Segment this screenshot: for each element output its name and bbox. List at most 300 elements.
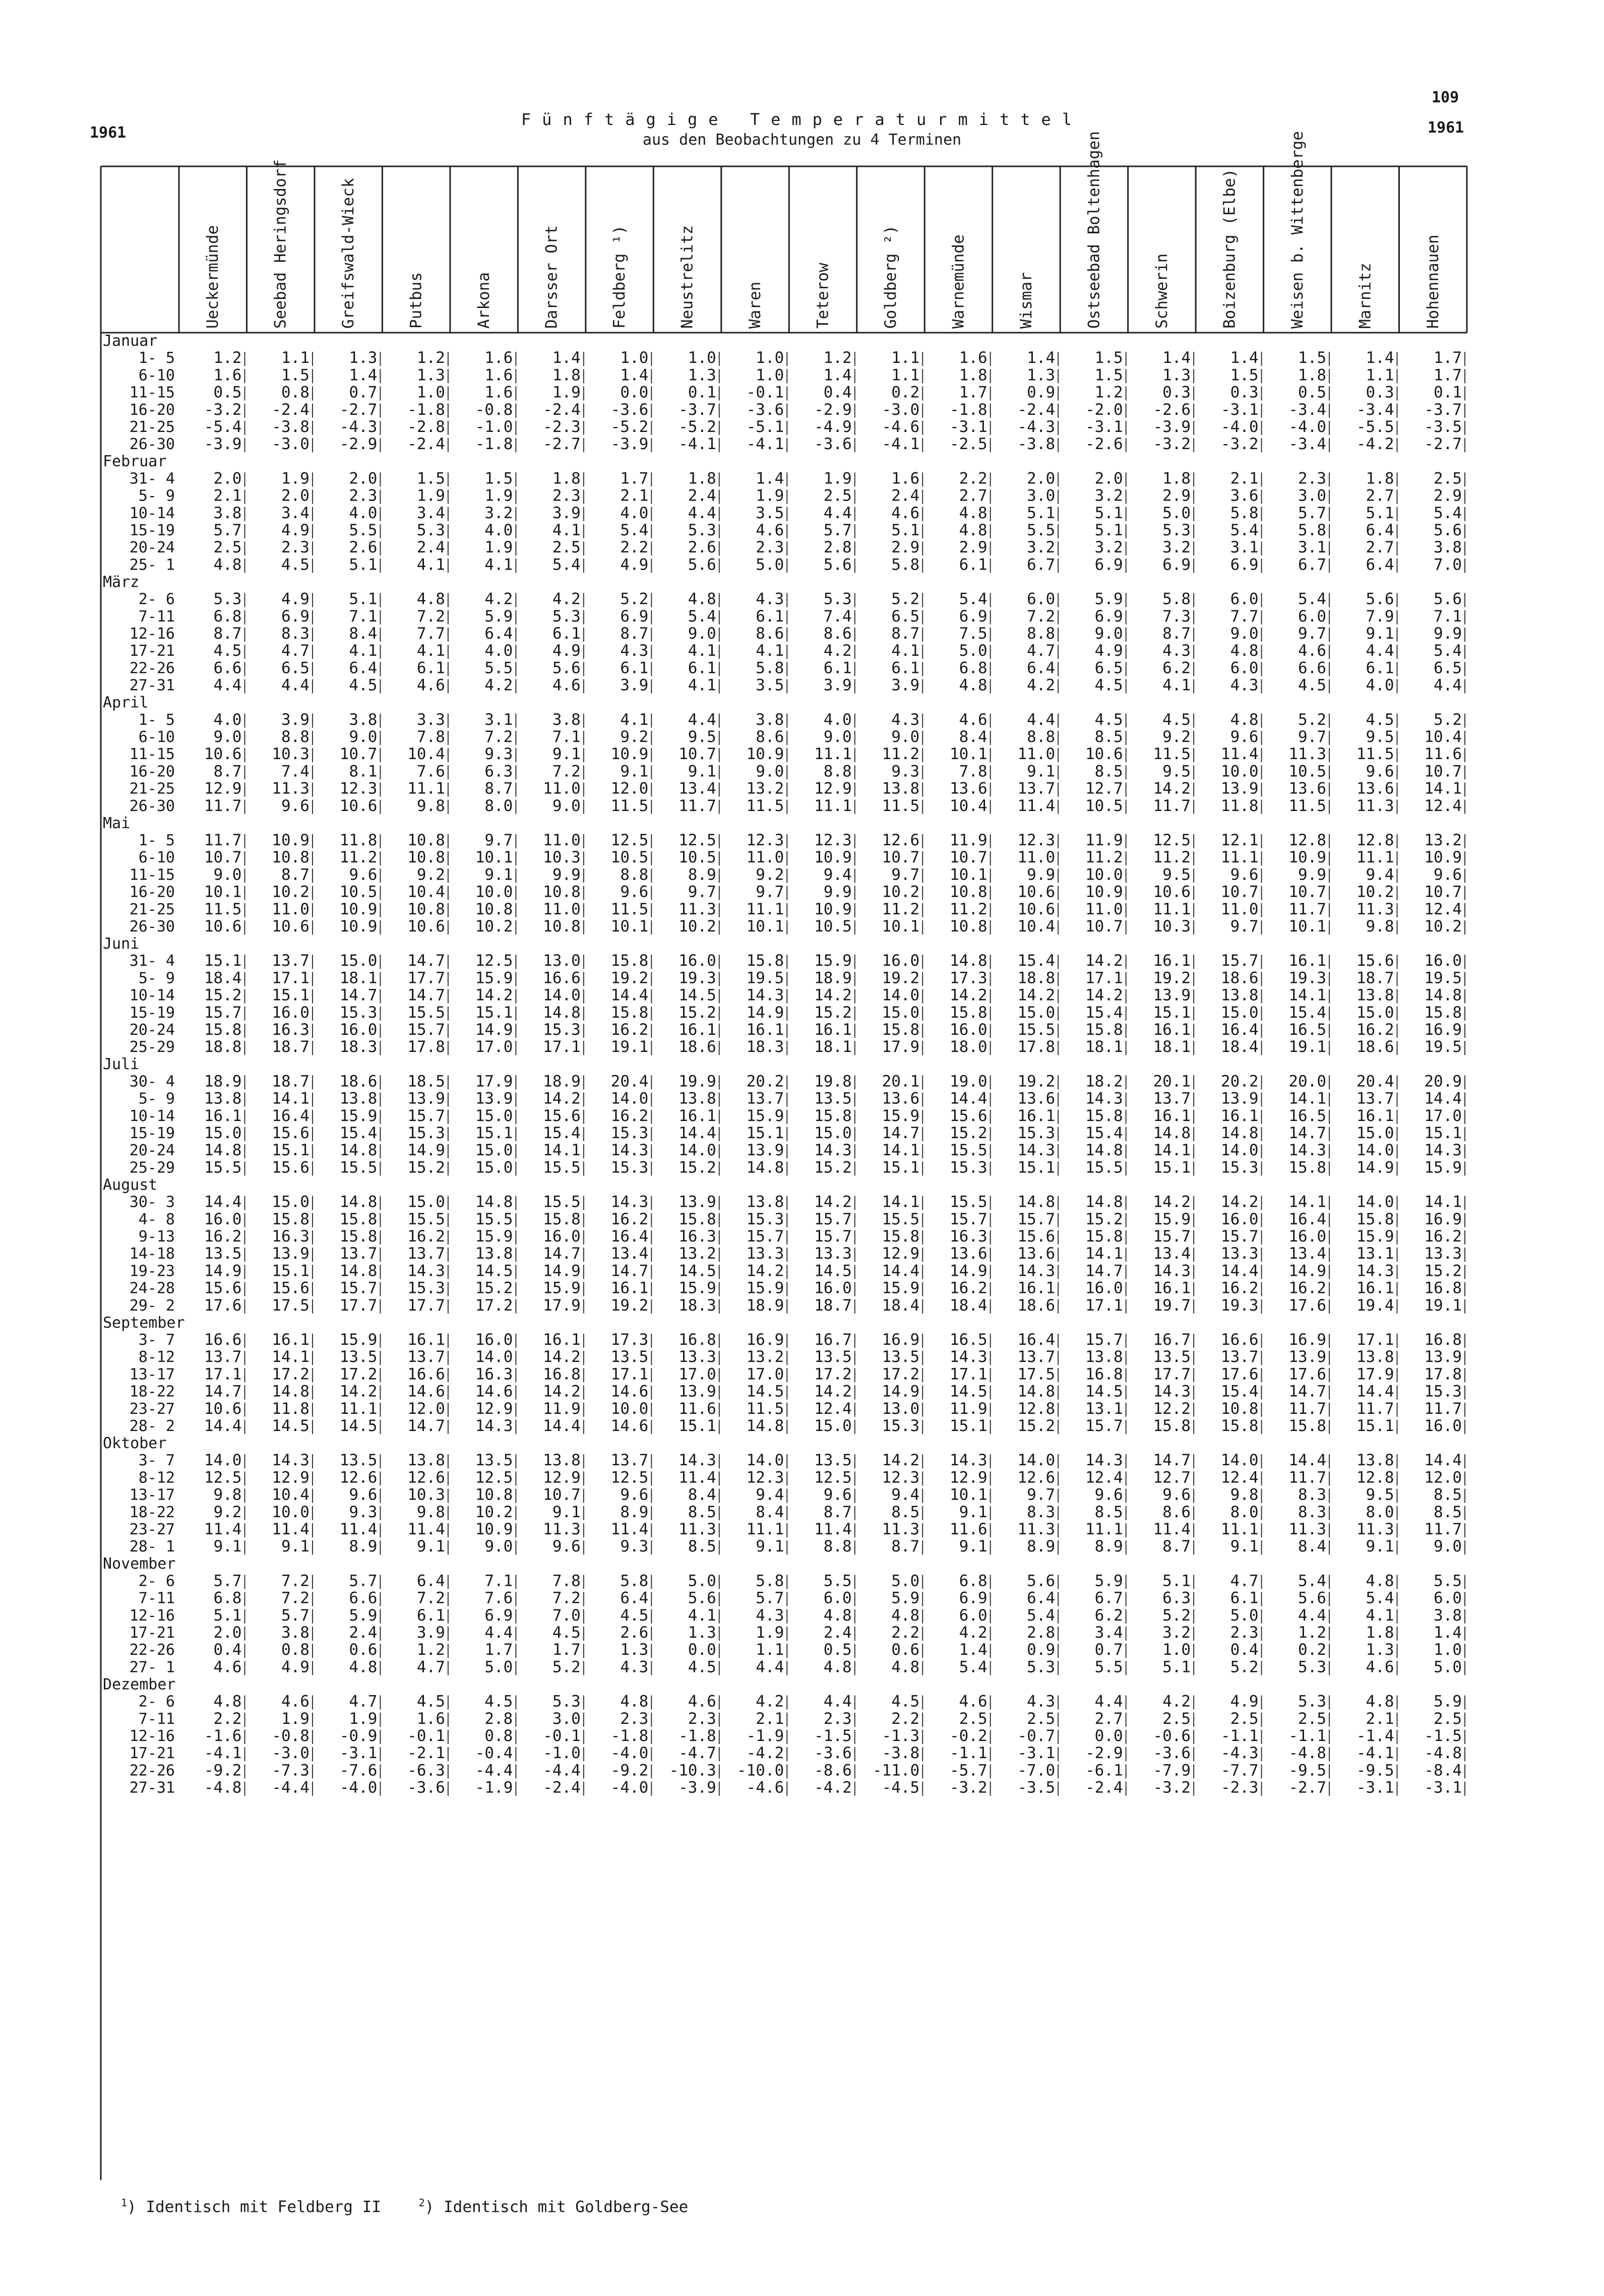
cell-value: 5.6 (1298, 1589, 1327, 1607)
cell-value: 13.8 (882, 779, 920, 798)
cell-value: 1.8 (552, 469, 581, 488)
cell-value: 16.2 (407, 1227, 445, 1246)
cell-value: 6.8 (213, 1589, 242, 1607)
cell-value: 15.8 (1288, 1417, 1327, 1435)
cell-value: 2.1 (1230, 469, 1259, 488)
cell-value: 11.3 (678, 900, 716, 918)
cell-value: 14.1 (1424, 1193, 1462, 1211)
cell-value: 11.7 (204, 831, 242, 849)
cell-value: 10.5 (1085, 796, 1123, 815)
cell-value: 4.4 (823, 504, 852, 522)
cell-value: -1.6 (204, 1727, 242, 1745)
period-label: 6-10 (138, 849, 175, 867)
cell-value: 1.0 (1434, 1641, 1462, 1659)
cell-value: 12.5 (475, 952, 513, 970)
cell-value: 16.4 (610, 1227, 649, 1246)
cell-value: 2.5 (1434, 469, 1462, 488)
cell-value: 15.7 (1085, 1417, 1123, 1435)
cell-value: 11.1 (1153, 900, 1191, 918)
cell-value: 10.1 (950, 1485, 988, 1504)
cell-value: 5.1 (1162, 1658, 1191, 1677)
cell-value: 15.2 (204, 986, 242, 1005)
cell-value: 13.8 (1356, 1451, 1394, 1470)
cell-value: -3.5 (1424, 418, 1462, 436)
cell-value: -3.7 (1424, 400, 1462, 419)
cell-value: 3.8 (756, 710, 784, 729)
month-label: Mai (103, 814, 131, 832)
cell-value: -4.0 (1288, 418, 1327, 436)
cell-value: -4.3 (339, 418, 378, 436)
cell-value: 6.4 (416, 1572, 445, 1590)
cell-value: 11.7 (1424, 1520, 1462, 1538)
cell-value: 10.2 (475, 917, 513, 936)
cell-value: -6.1 (1085, 1761, 1123, 1780)
cell-value: 18.2 (1085, 1072, 1123, 1091)
cell-value: 15.8 (1085, 1106, 1123, 1125)
cell-value: -3.1 (1356, 1778, 1394, 1797)
cell-value: 15.9 (882, 1106, 920, 1125)
cell-value: 14.4 (610, 986, 649, 1005)
cell-value: 15.6 (1017, 1227, 1056, 1246)
cell-value: -2.3 (1220, 1778, 1259, 1797)
cell-value: 9.0 (1230, 625, 1259, 643)
cell-value: 18.8 (1017, 969, 1056, 987)
cell-value: 12.3 (746, 1468, 784, 1487)
cell-value: 9.2 (620, 728, 649, 746)
cell-value: 3.8 (213, 504, 242, 522)
cell-value: 12.8 (1288, 831, 1327, 849)
cell-value: -4.1 (882, 435, 920, 454)
cell-value: 7.0 (1434, 555, 1462, 574)
cell-value: 4.5 (349, 676, 378, 695)
cell-value: 11.7 (678, 796, 716, 815)
cell-value: 1.5 (1094, 349, 1123, 367)
cell-value: 18.1 (1085, 1038, 1123, 1057)
cell-value: 4.4 (688, 504, 716, 522)
cell-value: 2.3 (688, 1709, 716, 1728)
cell-value: 10.9 (272, 831, 310, 849)
cell-value: 4.8 (959, 521, 988, 539)
cell-value: 10.9 (339, 917, 378, 936)
cell-value: 12.9 (475, 1399, 513, 1418)
cell-value: 14.0 (678, 1141, 716, 1160)
cell-value: 3.4 (1094, 1624, 1123, 1642)
cell-value: 14.2 (543, 1089, 581, 1108)
cell-value: 20.4 (610, 1072, 649, 1091)
cell-value: 8.4 (349, 625, 378, 643)
cell-value: 9.1 (1366, 1537, 1394, 1556)
cell-value: 15.9 (882, 1279, 920, 1297)
cell-value: 8.7 (1162, 1537, 1191, 1556)
cell-value: 7.2 (552, 762, 581, 781)
cell-value: 16.1 (610, 1279, 649, 1297)
cell-value: 13.2 (1424, 831, 1462, 849)
cell-value: 10.8 (475, 1485, 513, 1504)
cell-value: 4.6 (416, 676, 445, 695)
page-number: 109 (1432, 89, 1459, 106)
cell-value: 13.8 (678, 1089, 716, 1108)
cell-value: 14.3 (610, 1141, 649, 1160)
cell-value: 7.8 (416, 728, 445, 746)
cell-value: 10.9 (814, 848, 852, 867)
cell-value: 1.6 (484, 366, 513, 385)
cell-value: 9.2 (1162, 728, 1191, 746)
cell-value: -2.4 (543, 1778, 581, 1797)
cell-value: 2.1 (213, 486, 242, 505)
cell-value: 5.2 (1230, 1658, 1259, 1677)
cell-value: 16.1 (1220, 1106, 1259, 1125)
cell-value: 14.2 (339, 1382, 378, 1401)
cell-value: 9.5 (1162, 762, 1191, 781)
cell-value: 10.4 (950, 796, 988, 815)
cell-value: 16.8 (1424, 1279, 1462, 1297)
cell-value: 14.3 (272, 1451, 310, 1470)
cell-value: 4.5 (1094, 676, 1123, 695)
cell-value: 0.4 (1230, 1641, 1259, 1659)
cell-value: 11.3 (543, 1520, 581, 1538)
period-label: 17-21 (129, 642, 175, 660)
cell-value: 14.2 (475, 986, 513, 1005)
cell-value: 6.8 (959, 659, 988, 677)
cell-value: -3.9 (204, 435, 242, 454)
cell-value: 16.1 (543, 1331, 581, 1349)
cell-value: 4.9 (1230, 1692, 1259, 1711)
cell-value: -4.8 (1288, 1744, 1327, 1763)
cell-value: 12.4 (1424, 796, 1462, 815)
period-label: 5- 9 (138, 1090, 175, 1108)
cell-value: 0.3 (1366, 383, 1394, 402)
cell-value: 10.0 (475, 883, 513, 901)
cell-value: 4.8 (688, 590, 716, 608)
cell-value: 4.5 (1094, 710, 1123, 729)
cell-value: 7.4 (823, 607, 852, 626)
cell-value: 17.2 (272, 1365, 310, 1384)
cell-value: 10.9 (610, 745, 649, 764)
cell-value: 1.3 (1366, 1641, 1394, 1659)
cell-value: 2.0 (1027, 469, 1056, 488)
cell-value: 1.5 (1230, 366, 1259, 385)
cell-value: 9.3 (891, 762, 920, 781)
cell-value: -7.9 (1153, 1761, 1191, 1780)
cell-value: 13.9 (678, 1382, 716, 1401)
cell-value: -4.0 (1220, 418, 1259, 436)
cell-value: 15.7 (339, 1279, 378, 1297)
cell-value: 2.8 (823, 538, 852, 557)
cell-value: 16.1 (814, 1021, 852, 1039)
period-label: 30- 4 (129, 1073, 175, 1091)
cell-value: 1.1 (756, 1641, 784, 1659)
cell-value: 13.9 (475, 1089, 513, 1108)
cell-value: 13.7 (204, 1348, 242, 1367)
period-label: 11-15 (129, 746, 175, 764)
cell-value: 5.2 (552, 1658, 581, 1677)
period-label: 15-19 (129, 1125, 175, 1142)
cell-value: 6.6 (213, 659, 242, 677)
cell-value: 4.2 (756, 1692, 784, 1711)
cell-value: 4.5 (688, 1658, 716, 1677)
cell-value: 13.8 (543, 1451, 581, 1470)
cell-value: 10.7 (678, 745, 716, 764)
cell-value: 11.9 (950, 1399, 988, 1418)
cell-value: 15.6 (543, 1106, 581, 1125)
cell-value: 6.0 (1027, 590, 1056, 608)
cell-value: -9.2 (204, 1761, 242, 1780)
cell-value: 13.8 (1356, 1348, 1394, 1367)
period-label: 10-14 (129, 1107, 175, 1125)
cell-value: 9.4 (823, 865, 852, 884)
cell-value: 2.3 (1230, 1624, 1259, 1642)
cell-value: 11.9 (950, 831, 988, 849)
cell-value: 0.8 (281, 383, 310, 402)
station-header: Waren (746, 281, 765, 329)
cell-value: 3.1 (1298, 538, 1327, 557)
cell-value: 15.5 (407, 1003, 445, 1022)
cell-value: 12.5 (610, 1468, 649, 1487)
cell-value: 4.8 (1366, 1572, 1394, 1590)
cell-value: 14.9 (543, 1262, 581, 1280)
cell-value: 5.8 (1298, 521, 1327, 539)
cell-value: 8.3 (281, 625, 310, 643)
cell-value: 13.5 (339, 1348, 378, 1367)
cell-value: 5.4 (1230, 521, 1259, 539)
cell-value: -4.6 (746, 1778, 784, 1797)
cell-value: -0.2 (950, 1727, 988, 1745)
cell-value: 13.9 (1288, 1348, 1327, 1367)
cell-value: 16.1 (204, 1106, 242, 1125)
cell-value: 15.9 (1424, 1158, 1462, 1177)
cell-value: 1.6 (891, 469, 920, 488)
period-label: 2- 6 (138, 590, 175, 608)
cell-value: 8.8 (281, 728, 310, 746)
cell-value: 16.0 (543, 1227, 581, 1246)
cell-value: 14.5 (678, 1262, 716, 1280)
cell-value: 8.7 (823, 1503, 852, 1521)
cell-value: 12.5 (678, 831, 716, 849)
cell-value: 11.2 (339, 848, 378, 867)
station-header: Feldberg ¹) (610, 225, 629, 329)
cell-value: 1.6 (484, 383, 513, 402)
cell-value: 15.0 (204, 1124, 242, 1142)
cell-value: 5.4 (959, 1658, 988, 1677)
cell-value: 9.9 (1298, 865, 1327, 884)
cell-value: 15.9 (1356, 1227, 1394, 1246)
cell-value: 10.3 (407, 1485, 445, 1504)
cell-value: -2.7 (1424, 435, 1462, 454)
cell-value: -10.0 (736, 1761, 784, 1780)
cell-value: 10.7 (1424, 883, 1462, 901)
cell-value: 6.3 (484, 762, 513, 781)
cell-value: 15.8 (1356, 1210, 1394, 1228)
cell-value: 0.5 (823, 1641, 852, 1659)
period-label: 19-23 (129, 1262, 175, 1280)
cell-value: -2.1 (407, 1744, 445, 1763)
cell-value: 14.5 (475, 1262, 513, 1280)
cell-value: 15.7 (407, 1106, 445, 1125)
cell-value: 9.9 (1027, 865, 1056, 884)
cell-value: 1.5 (1298, 349, 1327, 367)
cell-value: 0.8 (281, 1641, 310, 1659)
cell-value: 9.5 (1366, 728, 1394, 746)
cell-value: 11.5 (1356, 745, 1394, 764)
cell-value: 4.0 (349, 504, 378, 522)
cell-value: 6.9 (484, 1606, 513, 1625)
station-header: Schwerin (1152, 253, 1171, 329)
cell-value: 17.6 (1220, 1365, 1259, 1384)
cell-value: 4.6 (959, 710, 988, 729)
cell-value: 13.5 (814, 1089, 852, 1108)
cell-value: 15.5 (339, 1158, 378, 1177)
cell-value: 11.1 (746, 1520, 784, 1538)
station-header: Goldberg ²) (881, 225, 900, 329)
cell-value: 9.9 (823, 883, 852, 901)
month-label: April (103, 694, 149, 712)
cell-value: -0.8 (475, 400, 513, 419)
cell-value: 4.6 (891, 504, 920, 522)
cell-value: 6.0 (1230, 590, 1259, 608)
cell-value: 5.2 (1434, 710, 1462, 729)
cell-value: 11.5 (746, 796, 784, 815)
cell-value: 1.7 (484, 1641, 513, 1659)
cell-value: 6.5 (891, 607, 920, 626)
cell-value: 4.6 (1298, 642, 1327, 660)
cell-value: 2.3 (823, 1709, 852, 1728)
cell-value: 10.2 (678, 917, 716, 936)
cell-value: 5.4 (688, 607, 716, 626)
cell-value: 13.5 (204, 1245, 242, 1263)
cell-value: 10.5 (339, 883, 378, 901)
cell-value: 14.8 (475, 1193, 513, 1211)
cell-value: 5.3 (1298, 1692, 1327, 1711)
cell-value: 13.6 (1288, 779, 1327, 798)
cell-value: 14.7 (407, 952, 445, 970)
cell-value: 8.5 (1094, 762, 1123, 781)
cell-value: 15.8 (610, 1003, 649, 1022)
cell-value: 11.7 (1288, 1399, 1327, 1418)
cell-value: 17.8 (1424, 1365, 1462, 1384)
period-label: 7-11 (138, 607, 175, 626)
cell-value: 5.1 (891, 521, 920, 539)
cell-value: 12.6 (882, 831, 920, 849)
cell-value: 15.1 (272, 986, 310, 1005)
cell-value: 10.9 (1288, 848, 1327, 867)
cell-value: 4.1 (1162, 676, 1191, 695)
cell-value: 1.2 (213, 349, 242, 367)
period-label: 5- 9 (138, 487, 175, 505)
cell-value: 16.2 (1424, 1227, 1462, 1246)
period-label: 4- 8 (138, 1210, 175, 1228)
cell-value: 15.9 (1153, 1210, 1191, 1228)
cell-value: 1.9 (484, 538, 513, 557)
cell-value: 10.6 (1153, 883, 1191, 901)
cell-value: 5.8 (1162, 590, 1191, 608)
cell-value: 10.1 (950, 865, 988, 884)
cell-value: 17.6 (1288, 1365, 1327, 1384)
cell-value: 11.3 (1356, 900, 1394, 918)
cell-value: 18.1 (1153, 1038, 1191, 1057)
cell-value: 1.4 (1230, 349, 1259, 367)
cell-value: 4.0 (484, 521, 513, 539)
cell-value: 6.1 (959, 555, 988, 574)
cell-value: 11.3 (882, 1520, 920, 1538)
cell-value: 9.0 (823, 728, 852, 746)
cell-value: 15.3 (1220, 1158, 1259, 1177)
cell-value: 8.5 (1094, 1503, 1123, 1521)
cell-value: 4.8 (891, 1658, 920, 1677)
cell-value: 1.9 (823, 469, 852, 488)
cell-value: 6.9 (281, 607, 310, 626)
cell-value: 16.1 (1356, 1279, 1394, 1297)
cell-value: 14.1 (1153, 1141, 1191, 1160)
cell-value: 1.4 (823, 366, 852, 385)
cell-value: 1.4 (959, 1641, 988, 1659)
cell-value: 10.3 (272, 745, 310, 764)
cell-value: 11.7 (204, 796, 242, 815)
cell-value: 14.8 (339, 1262, 378, 1280)
cell-value: 20.2 (746, 1072, 784, 1091)
cell-value: 12.8 (1017, 1399, 1056, 1418)
cell-value: 11.5 (204, 900, 242, 918)
cell-value: -3.1 (1017, 1744, 1056, 1763)
cell-value: 8.4 (756, 1503, 784, 1521)
cell-value: 18.9 (204, 1072, 242, 1091)
cell-value: 12.8 (1356, 1468, 1394, 1487)
cell-value: 5.3 (213, 590, 242, 608)
cell-value: 13.9 (1220, 1089, 1259, 1108)
cell-value: 9.7 (484, 831, 513, 849)
cell-value: 1.1 (281, 349, 310, 367)
cell-value: 8.6 (756, 728, 784, 746)
cell-value: 15.2 (950, 1124, 988, 1142)
cell-value: 17.1 (610, 1365, 649, 1384)
cell-value: 18.4 (204, 969, 242, 987)
cell-value: 15.7 (814, 1210, 852, 1228)
cell-value: 16.3 (272, 1021, 310, 1039)
period-label: 30- 3 (129, 1193, 175, 1211)
cell-value: 9.9 (1434, 625, 1462, 643)
cell-value: 14.5 (339, 1417, 378, 1435)
cell-value: -4.9 (814, 418, 852, 436)
cell-value: 5.3 (823, 590, 852, 608)
cell-value: 4.7 (1230, 1572, 1259, 1590)
cell-value: 5.4 (620, 521, 649, 539)
cell-value: 4.4 (756, 1658, 784, 1677)
cell-value: 4.1 (620, 710, 649, 729)
cell-value: 5.6 (552, 659, 581, 677)
cell-value: 15.2 (1017, 1417, 1056, 1435)
cell-value: 14.1 (882, 1141, 920, 1160)
station-header: Ostseebad Boltenhagen (1085, 131, 1103, 329)
cell-value: -2.6 (1153, 400, 1191, 419)
cell-value: 16.4 (1220, 1021, 1259, 1039)
cell-value: 14.2 (814, 1193, 852, 1211)
cell-value: -3.2 (950, 1778, 988, 1797)
cell-value: 5.0 (1162, 504, 1191, 522)
cell-value: 16.0 (1085, 1279, 1123, 1297)
period-label: 23-27 (129, 1521, 175, 1538)
cell-value: -2.5 (950, 435, 988, 454)
cell-value: -1.8 (610, 1727, 649, 1745)
cell-value: 14.6 (407, 1382, 445, 1401)
cell-value: 13.8 (1085, 1348, 1123, 1367)
cell-value: 5.4 (1298, 590, 1327, 608)
cell-value: 4.3 (1162, 642, 1191, 660)
cell-value: -2.4 (407, 435, 445, 454)
cell-value: 16.0 (950, 1021, 988, 1039)
cell-value: 18.6 (678, 1038, 716, 1057)
cell-value: 1.8 (1298, 366, 1327, 385)
cell-value: 15.2 (475, 1279, 513, 1297)
cell-value: 11.1 (1085, 1520, 1123, 1538)
